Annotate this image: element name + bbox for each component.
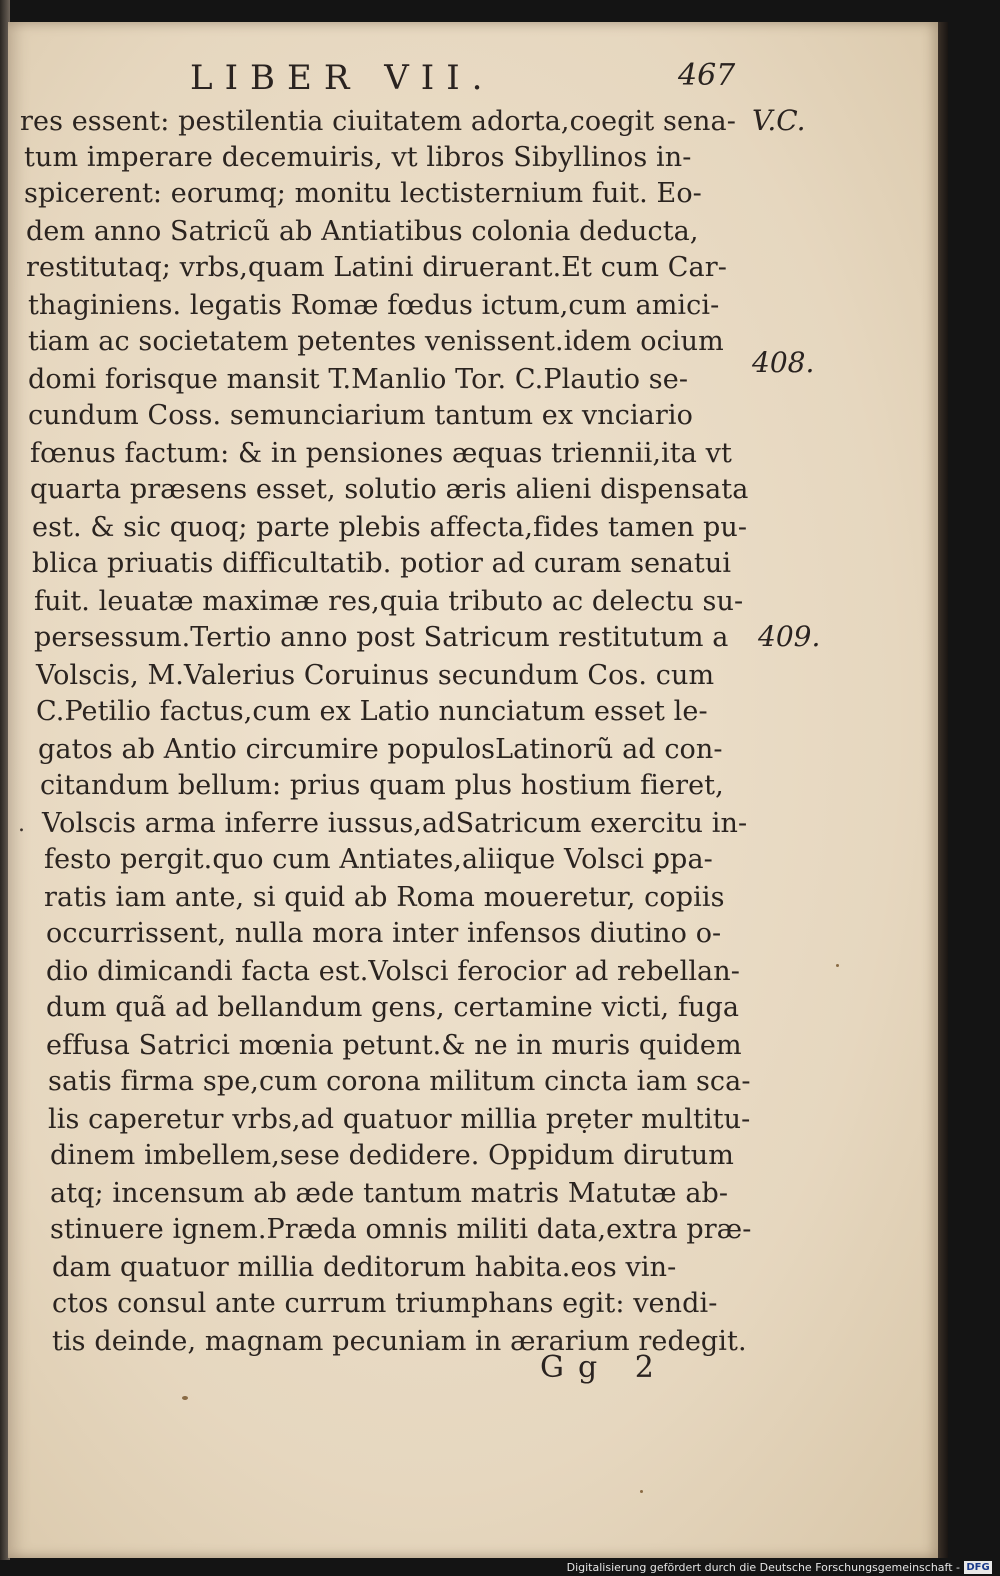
text-line: res essent: pestilentia ciuitatem adorta,coegit sena- <box>20 106 736 137</box>
text-line: domi forisque mansit T.Manlio Tor. C.Plautio se- <box>28 364 689 395</box>
funding-credit: Digitalisierung gefördert durch die Deutsche Forschungsgemeinschaft - <box>566 1561 960 1574</box>
text-line: tum imperare decemuiris, vt libros Sibyllinos in- <box>24 142 692 173</box>
text-line: restitutaq; vrbs,quam Latini diruerant.Et cum Car- <box>26 252 727 283</box>
text-line: spicerent: eorumq; monitu lectisternium fuit. Eo- <box>24 178 702 209</box>
text-line: quarta præsens esset, solutio æris alieni dispensata <box>30 474 749 505</box>
stray-mark: . <box>18 812 25 837</box>
text-line: tiam ac societatem petentes venissent.idem ocium <box>28 326 724 357</box>
text-line: satis firma spe,cum corona militum cincta iam sca- <box>48 1066 751 1097</box>
text-line: ratis iam ante, si quid ab Roma moueretur, copiis <box>44 882 725 913</box>
text-line: tis deinde, magnam pecuniam in ærarium redegit. <box>52 1326 747 1357</box>
text-line: C.Petilio factus,cum ex Latio nunciatum esset le- <box>36 696 708 727</box>
text-line: thaginiens. legatis Romæ fœdus ictum,cum amici- <box>28 290 720 321</box>
text-line: gatos ab Antio circumire populosLatinorũ ad con- <box>38 734 723 765</box>
paper-speck <box>182 1396 188 1400</box>
text-line: persessum.Tertio anno post Satricum restitutum a <box>34 622 729 653</box>
text-line: dinem imbellem,sese dedidere. Oppidum dirutum <box>50 1140 734 1171</box>
text-line: dem anno Satricũ ab Antiatibus colonia deducta, <box>26 216 699 247</box>
text-line: cundum Coss. semunciarium tantum ex vnciario <box>28 400 693 431</box>
text-line: ctos consul ante currum triumphans egit: vendi- <box>52 1288 718 1319</box>
margin-note-year-408: 408. <box>752 346 815 379</box>
page-number: 467 <box>678 58 736 93</box>
paper-speck <box>836 964 839 967</box>
text-line: citandum bellum: prius quam plus hostium fieret, <box>40 770 724 801</box>
page-edge <box>938 22 948 1558</box>
text-line: Volscis, M.Valerius Coruinus secundum Cos. cum <box>36 660 715 691</box>
margin-note-vc: V.C. <box>752 104 806 137</box>
text-line: dam quatuor millia deditorum habita.eos vin- <box>52 1252 677 1283</box>
text-line: occurrissent, nulla mora inter infensos diutino o- <box>46 918 722 949</box>
text-line: festo pergit.quo cum Antiates,aliique Volsci ꝑpa- <box>44 844 713 875</box>
margin-note-year-409: 409. <box>758 620 821 653</box>
text-line: stinuere ignem.Præda omnis militi data,extra præ- <box>50 1214 752 1245</box>
running-head: LIBER VII. <box>190 58 495 98</box>
text-line: est. & sic quoq; parte plebis affecta,fides tamen pu- <box>32 512 748 543</box>
text-line: lis caperetur vrbs,ad quatuor millia prẹter multitu- <box>48 1104 751 1135</box>
text-line: dio dimicandi facta est.Volsci ferocior ad rebellan- <box>46 956 740 987</box>
text-line: fuit. leuatæ maximæ res,quia tributo ac delectu su- <box>34 586 744 617</box>
signature-mark: Gg 2 <box>540 1350 668 1385</box>
paper-speck <box>640 1490 643 1493</box>
dfg-logo: DFG <box>964 1561 992 1574</box>
text-line: fœnus factum: & in pensiones æquas triennii,ita vt <box>30 438 732 469</box>
text-line: Volscis arma inferre iussus,adSatricum exercitu in- <box>42 808 748 839</box>
text-line: effusa Satrici mœnia petunt.& ne in muris quidem <box>46 1030 742 1061</box>
text-line: dum quã ad bellandum gens, certamine victi, fuga <box>46 992 740 1023</box>
text-line: blica priuatis difficultatib. potior ad curam senatui <box>32 548 732 579</box>
text-line: atq; incensum ab æde tantum matris Matutæ ab- <box>50 1178 729 1209</box>
